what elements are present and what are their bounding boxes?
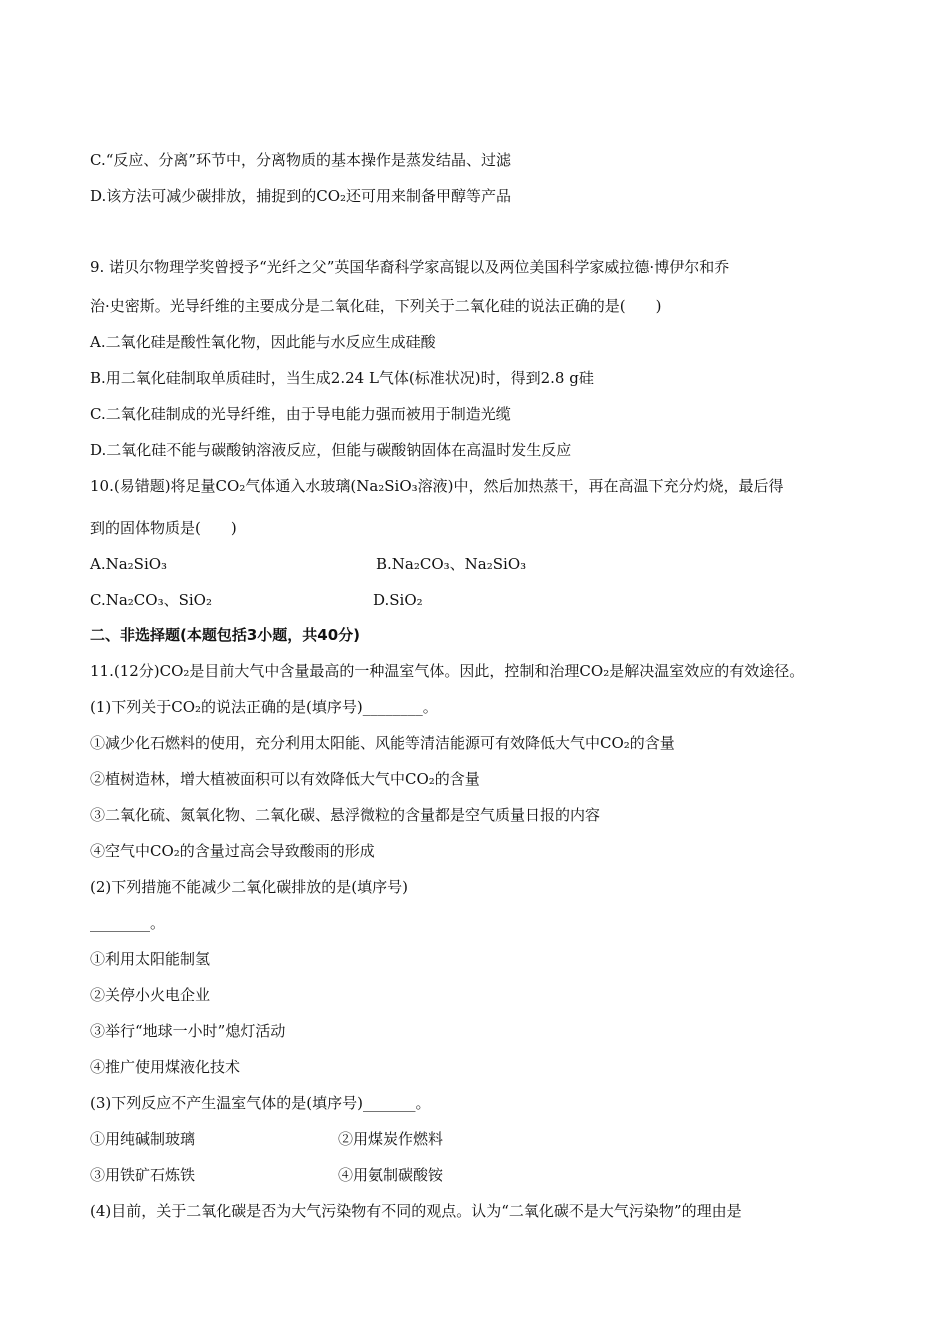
question-11-part-3: (3)下列反应不产生温室气体的是(填序号)_______。 [90, 1094, 431, 1112]
q11-2-item-3: ③举行“地球一小时”熄灯活动 [90, 1022, 286, 1040]
option-d-q8: D.该方法可减少碳排放，捕捉到的CO₂还可用来制备甲醇等产品 [90, 187, 512, 205]
q11-1-item-4: ④空气中CO₂的含量过高会导致酸雨的形成 [90, 842, 375, 860]
q11-2-item-1: ①利用太阳能制氢 [90, 950, 211, 968]
section-heading: 二、非选择题(本题包括3小题，共40分) [90, 626, 361, 644]
question-10-line-1: 10.(易错题)将足量CO₂气体通入水玻璃(Na₂SiO₃溶液)中，然后加热蒸干，再在高温下充分灼烧，最后得 [90, 477, 784, 495]
option-c-q10: C.Na₂CO₃、SiO₂ [90, 591, 212, 609]
question-11-part-1: (1)下列关于CO₂的说法正确的是(填序号)________。 [90, 698, 438, 716]
q11-3-item-1: ①用纯碱制玻璃 [90, 1130, 196, 1148]
q11-2-item-2: ②关停小火电企业 [90, 986, 211, 1004]
q11-1-item-3: ③二氧化硫、氮氧化物、二氧化碳、悬浮微粒的含量都是空气质量日报的内容 [90, 806, 601, 824]
q11-3-item-3: ③用铁矿石炼铁 [90, 1166, 196, 1184]
q11-3-item-4: ④用氨制碳酸铵 [338, 1166, 444, 1184]
option-b-q10: B.Na₂CO₃、Na₂SiO₃ [376, 555, 527, 573]
question-9-line-1: 9. 诺贝尔物理学奖曾授予“光纤之父”英国华裔科学家高锟以及两位美国科学家威拉德·博伊尔和乔 [90, 258, 730, 276]
option-b-q9: B.用二氧化硅制取单质硅时，当生成2.24 L气体(标准状况)时，得到2.8 g硅 [90, 369, 594, 387]
option-a-q10: A.Na₂SiO₃ [90, 555, 168, 573]
question-11-stem: 11.(12分)CO₂是目前大气中含量最高的一种温室气体。因此，控制和治理CO₂是解决温室效应的有效途径。 [90, 662, 805, 680]
q11-2-item-4: ④推广使用煤液化技术 [90, 1058, 241, 1076]
option-d-q9: D.二氧化硅不能与碳酸钠溶液反应，但能与碳酸钠固体在高温时发生反应 [90, 441, 572, 459]
option-c-q9: C.二氧化硅制成的光导纤维，由于导电能力强而被用于制造光缆 [90, 405, 511, 423]
q11-1-item-2: ②植树造林，增大植被面积可以有效降低大气中CO₂的含量 [90, 770, 480, 788]
option-a-q9: A.二氧化硅是酸性氧化物，因此能与水反应生成硅酸 [90, 333, 436, 351]
option-c-q8: C.“反应、分离”环节中，分离物质的基本操作是蒸发结晶、过滤 [90, 151, 512, 169]
question-9-line-2: 治·史密斯。光导纤维的主要成分是二氧化硅，下列关于二氧化硅的说法正确的是( ) [90, 297, 662, 315]
answer-blank-part-2: ________。 [90, 914, 166, 932]
q11-1-item-1: ①减少化石燃料的使用，充分利用太阳能、风能等清洁能源可有效降低大气中CO₂的含量 [90, 734, 675, 752]
option-d-q10: D.SiO₂ [373, 591, 423, 609]
question-11-part-4: (4)目前，关于二氧化碳是否为大气污染物有不同的观点。认为“二氧化碳不是大气污染物”的理由是 [90, 1202, 742, 1220]
question-11-part-2: (2)下列措施不能减少二氧化碳排放的是(填序号) [90, 878, 408, 896]
question-10-line-2: 到的固体物质是( ) [90, 519, 237, 537]
q11-3-item-2: ②用煤炭作燃料 [338, 1130, 444, 1148]
